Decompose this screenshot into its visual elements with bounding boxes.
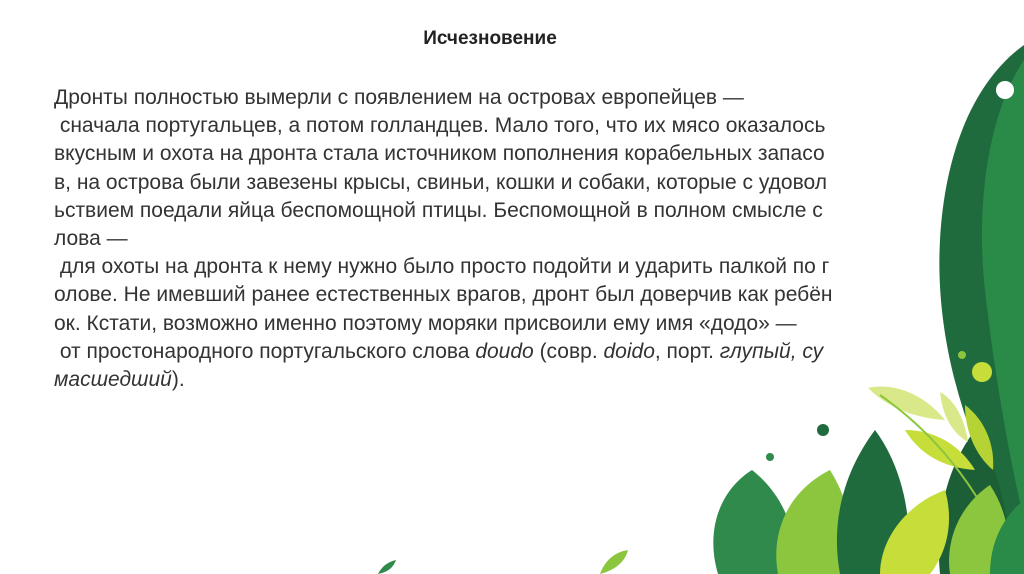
small-leaf: [600, 550, 628, 574]
body-line: вкусным и охота на дронта стала источником пополнения корабельных запасо: [54, 142, 825, 166]
closing-text: ).: [171, 368, 185, 392]
body-line: сначала португальцев, а потом голландцев. Мало того, что их мясо оказалось: [54, 114, 826, 138]
body-line: олове. Не имевший ранее естественных врагов, дронт был доверчив как ребён: [54, 283, 833, 307]
decor-dot: [817, 424, 829, 436]
body-line-ending: [54, 366, 934, 394]
etymology-text: , порт.: [654, 339, 720, 363]
etymology-text: (совр.: [533, 339, 604, 363]
italic-translation: глупый, су: [719, 339, 824, 363]
italic-word-doido: doido: [603, 339, 655, 363]
body-line: ок. Кстати, возможно именно поэтому моряки присвоили ему имя «додо» —: [54, 311, 797, 335]
italic-word-doudo: doudo: [475, 339, 534, 363]
slide-title: Исчезновение: [423, 28, 557, 49]
small-leaf: [378, 560, 396, 574]
decor-dot: [996, 81, 1014, 99]
body-line: Дронты полностью вымерли с появлением на островах европейцев —: [54, 86, 744, 109]
body-line: лова —: [54, 227, 128, 251]
italic-translation-end: масшедший: [54, 368, 172, 392]
body-line: ьствием поедали яйца беспомощной птицы. Беспомощной в полном смысле с: [54, 198, 823, 222]
decor-dot: [972, 362, 992, 382]
body-line: в, на острова были завезены крысы, свиньи, кошки и собаки, которые с удовол: [54, 170, 828, 194]
decor-dot: [766, 453, 774, 461]
etymology-text: от простонародного португальского слова: [54, 339, 476, 363]
body-line: для охоты на дронта к нему нужно было просто подойти и ударить палкой по г: [54, 255, 830, 279]
slide-body: [54, 84, 934, 394]
decor-dot: [958, 351, 966, 359]
body-line-etymology: [54, 338, 934, 366]
